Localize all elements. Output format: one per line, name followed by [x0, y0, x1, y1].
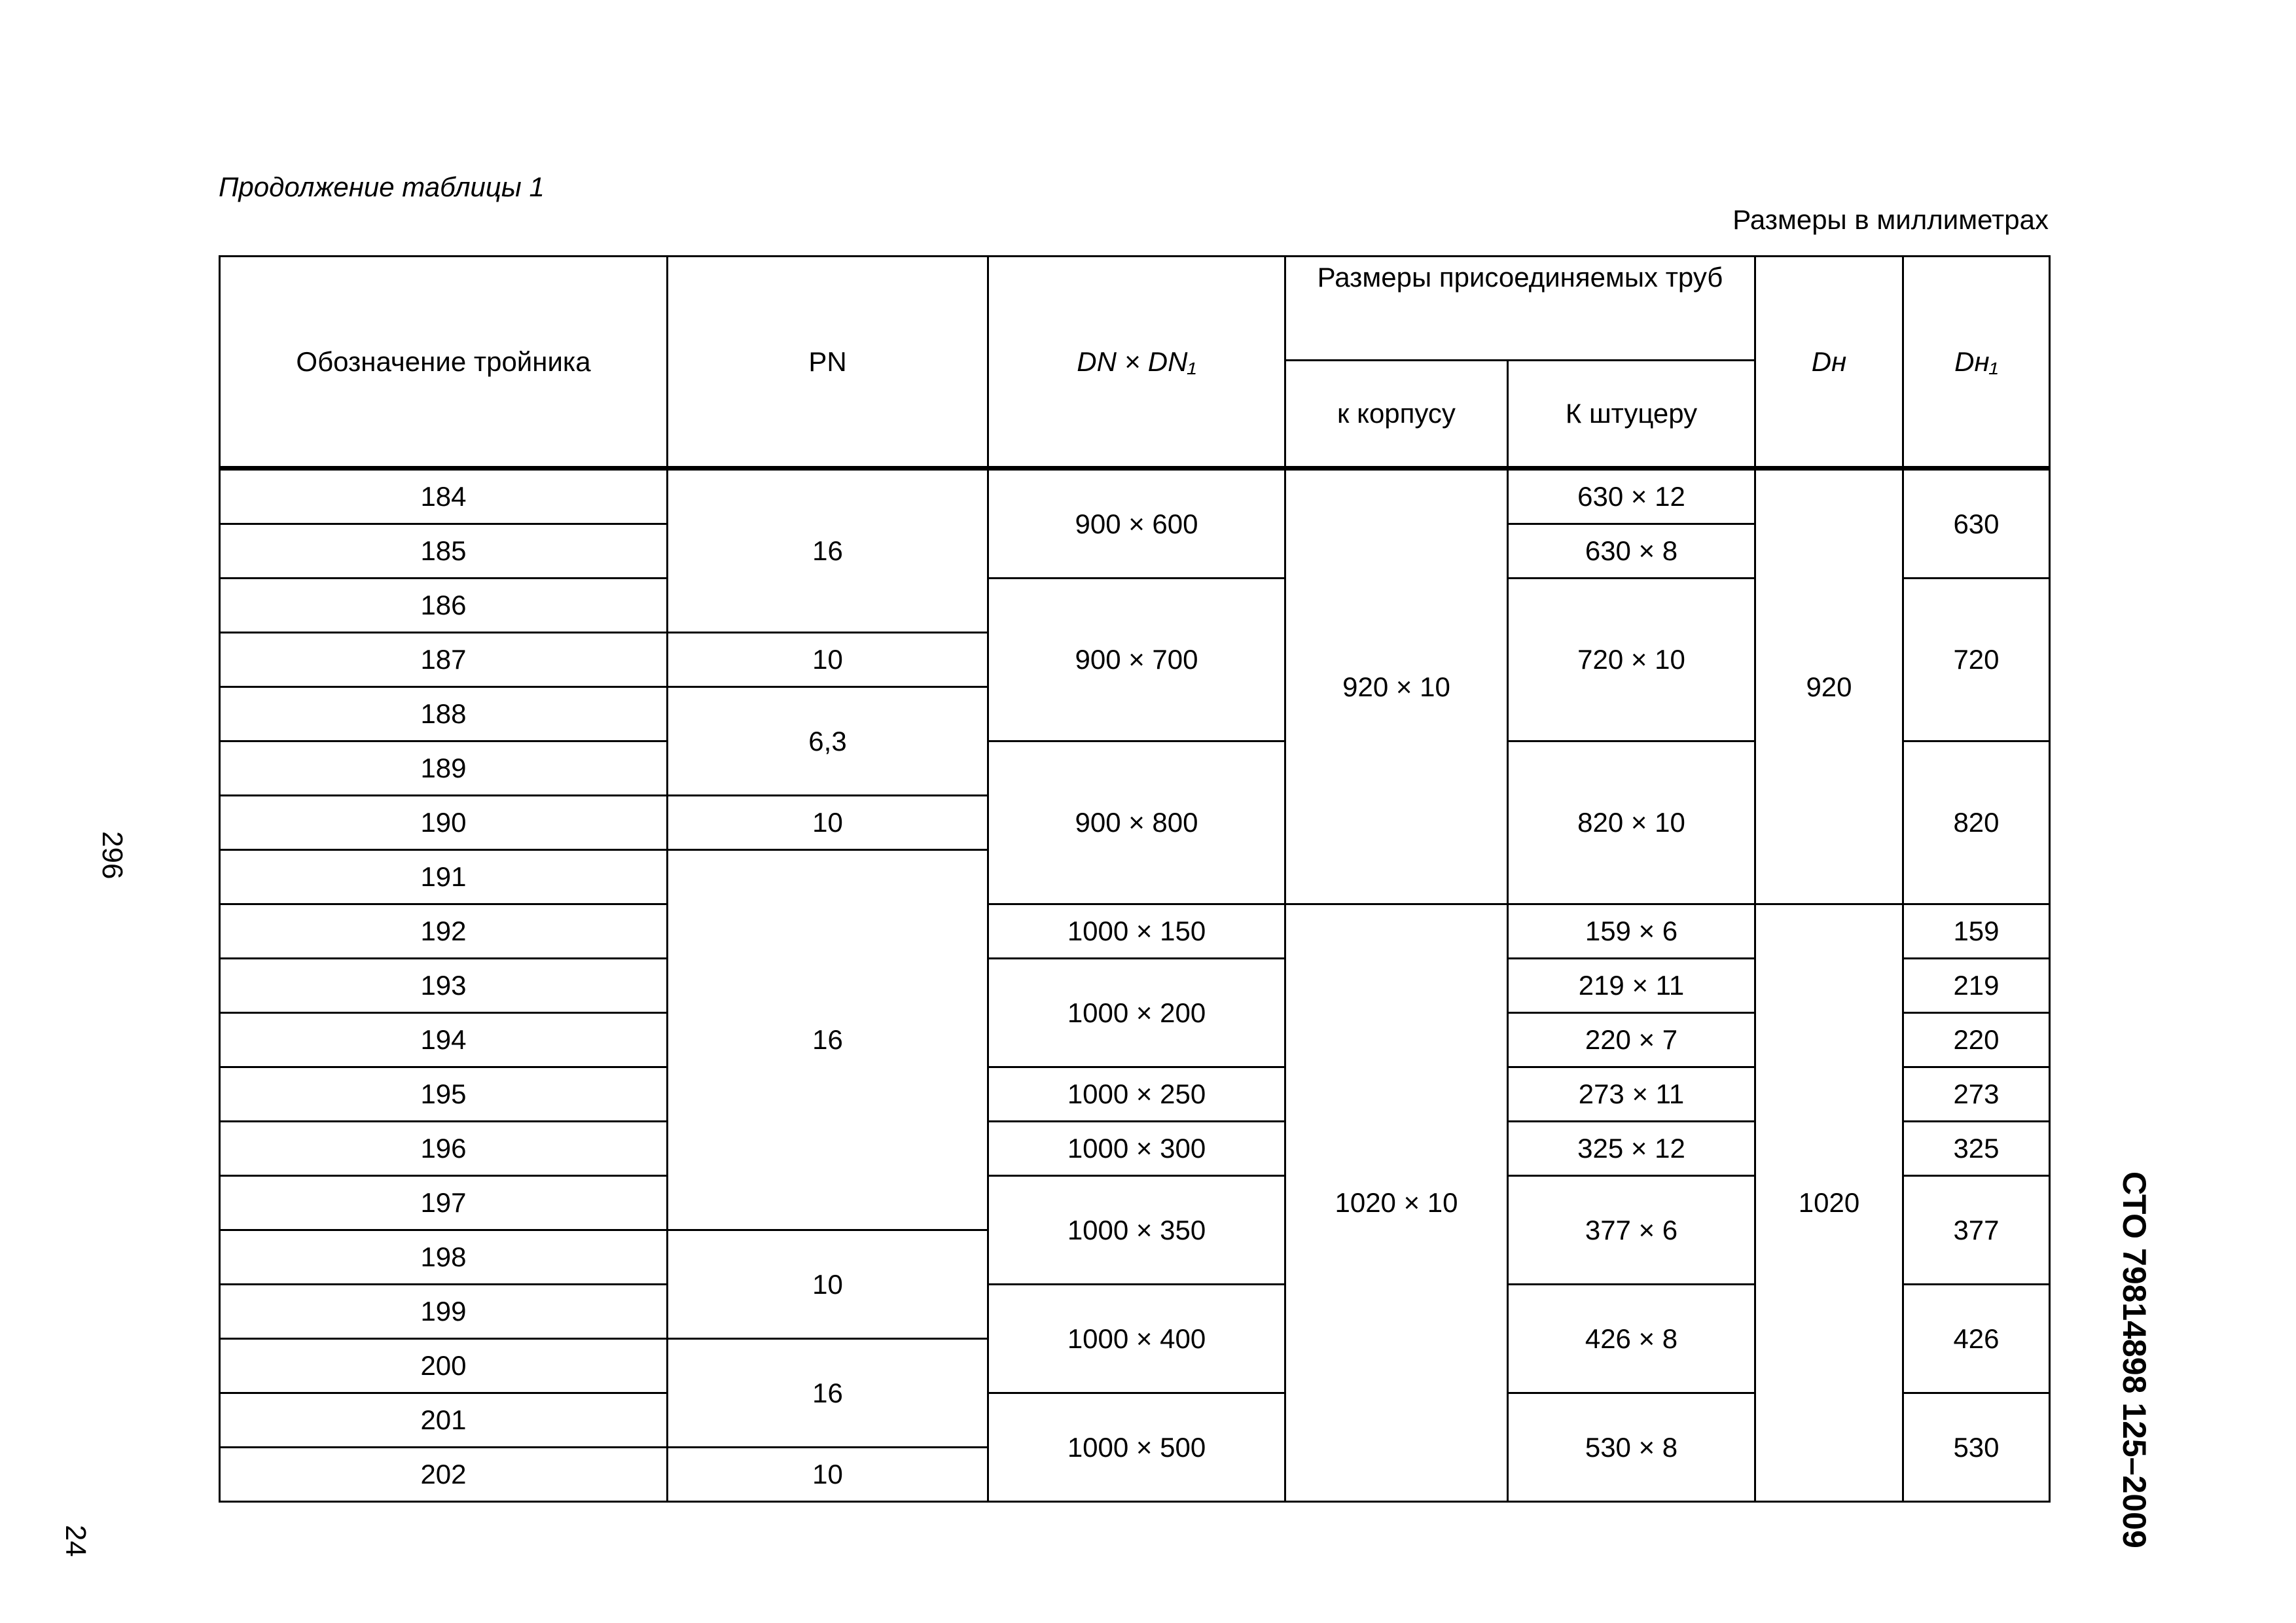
cell-designation: 188: [220, 687, 668, 741]
cell-pn: 10: [668, 1448, 988, 1502]
cell-designation: 189: [220, 741, 668, 796]
cell-designation: 190: [220, 796, 668, 850]
cell-pn: 10: [668, 796, 988, 850]
cell-pn: 16: [668, 1339, 988, 1448]
cell-dn: 1000 × 250: [988, 1067, 1285, 1122]
cell-fitting: 820 × 10: [1508, 741, 1755, 904]
table-row: [220, 904, 2050, 959]
cell-designation: 198: [220, 1230, 668, 1285]
cell-pn: 10: [668, 633, 988, 687]
bottom-page-number: 24: [60, 1525, 92, 1557]
cell-designation: 186: [220, 579, 668, 633]
cell-body: 920 × 10: [1285, 469, 1508, 904]
header-to-fitting: К штуцеру: [1508, 361, 1755, 469]
cell-designation: 185: [220, 524, 668, 579]
cell-designation: 193: [220, 959, 668, 1013]
header-dh1: Dн₁: [1903, 257, 2050, 469]
cell-designation: 192: [220, 904, 668, 959]
cell-dh1: 720: [1903, 579, 2050, 741]
header-to-body: к корпусу: [1285, 361, 1508, 469]
cell-designation: 195: [220, 1067, 668, 1122]
cell-pn: 16: [668, 469, 988, 633]
cell-body: 1020 × 10: [1285, 904, 1508, 1502]
cell-dn: 1000 × 350: [988, 1176, 1285, 1285]
cell-fitting: 325 × 12: [1508, 1122, 1755, 1176]
cell-dh1: 159: [1903, 904, 2050, 959]
cell-dn: 900 × 800: [988, 741, 1285, 904]
cell-dh1: 426: [1903, 1285, 2050, 1393]
cell-fitting: 273 × 11: [1508, 1067, 1755, 1122]
cell-fitting: 220 × 7: [1508, 1013, 1755, 1067]
cell-dh1: 220: [1903, 1013, 2050, 1067]
cell-designation: 191: [220, 850, 668, 904]
cell-designation: 200: [220, 1339, 668, 1393]
cell-fitting: 159 × 6: [1508, 904, 1755, 959]
cell-designation: 199: [220, 1285, 668, 1339]
cell-dh1: 273: [1903, 1067, 2050, 1122]
cell-fitting: 426 × 8: [1508, 1285, 1755, 1393]
document-code: СТО 79814898 125–2009: [2116, 1171, 2153, 1548]
cell-designation: 201: [220, 1393, 668, 1448]
cell-pn: 10: [668, 1230, 988, 1339]
table-row: [220, 469, 2050, 524]
cell-dh1: 630: [1903, 469, 2050, 579]
cell-designation: 196: [220, 1122, 668, 1176]
cell-dh1: 530: [1903, 1393, 2050, 1502]
cell-pn: 6,3: [668, 687, 988, 796]
cell-dn: 1000 × 500: [988, 1393, 1285, 1502]
cell-designation: 197: [220, 1176, 668, 1230]
table-caption: Продолжение таблицы 1: [219, 171, 545, 202]
cell-designation: 184: [220, 469, 668, 524]
cell-dh1: 219: [1903, 959, 2050, 1013]
cell-designation: 187: [220, 633, 668, 687]
header-designation: Обозначение тройника: [220, 257, 668, 469]
header-pn: PN: [668, 257, 988, 469]
dimensions-table: [219, 255, 2051, 1503]
cell-fitting: 377 × 6: [1508, 1176, 1755, 1285]
dimensions-table-wrapper: [219, 255, 2049, 1527]
cell-fitting: 630 × 8: [1508, 524, 1755, 579]
cell-dh1: 820: [1903, 741, 2050, 904]
cell-fitting: 630 × 12: [1508, 469, 1755, 524]
cell-dn: 900 × 700: [988, 579, 1285, 741]
header-dh: Dн: [1755, 257, 1903, 469]
side-page-number: 296: [96, 831, 128, 880]
cell-dn: 1000 × 300: [988, 1122, 1285, 1176]
units-note: Размеры в миллиметрах: [1732, 204, 2049, 235]
cell-dh1: 377: [1903, 1176, 2050, 1285]
cell-dn: 900 × 600: [988, 469, 1285, 579]
cell-designation: 194: [220, 1013, 668, 1067]
cell-dh1: 325: [1903, 1122, 2050, 1176]
cell-fitting: 720 × 10: [1508, 579, 1755, 741]
header-connected-group: Размеры присоединяемых труб: [1285, 257, 1755, 361]
cell-dh: 920: [1755, 469, 1903, 904]
cell-designation: 202: [220, 1448, 668, 1502]
cell-dh: 1020: [1755, 904, 1903, 1502]
cell-fitting: 530 × 8: [1508, 1393, 1755, 1502]
cell-pn: 16: [668, 850, 988, 1230]
cell-dn: 1000 × 150: [988, 904, 1285, 959]
cell-dn: 1000 × 400: [988, 1285, 1285, 1393]
header-dn: DN × DN₁: [988, 257, 1285, 469]
cell-fitting: 219 × 11: [1508, 959, 1755, 1013]
cell-dn: 1000 × 200: [988, 959, 1285, 1067]
